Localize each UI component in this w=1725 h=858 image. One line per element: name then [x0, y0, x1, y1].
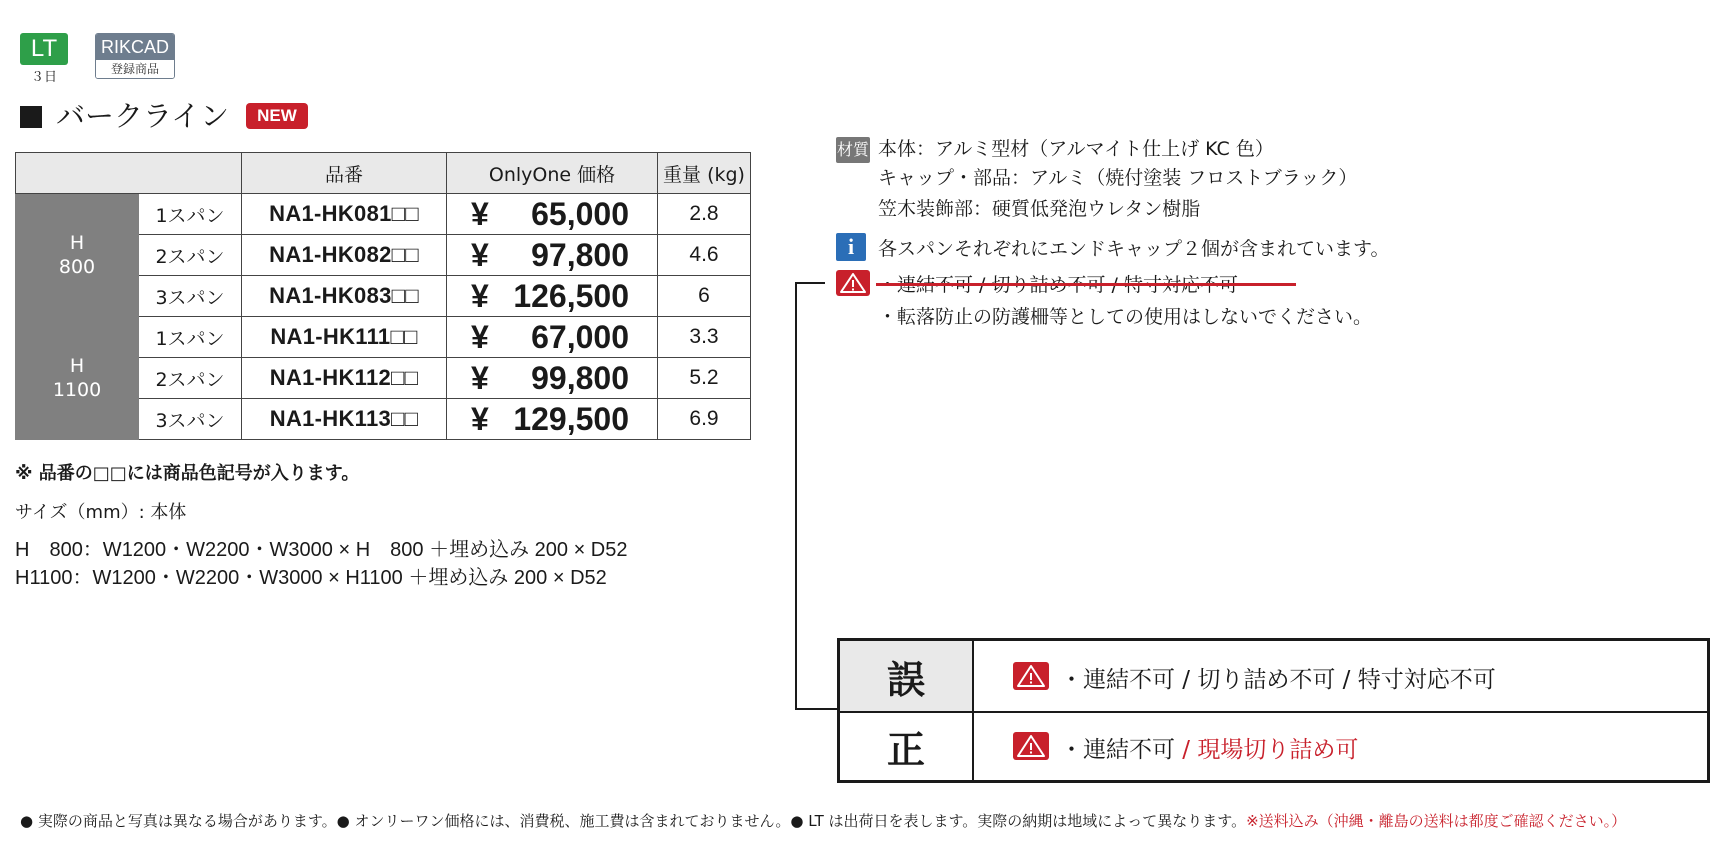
- table-row: [16, 194, 751, 235]
- product-table: [15, 152, 751, 440]
- correction-right-row: [840, 713, 1707, 780]
- lt-badge: LT: [20, 33, 68, 65]
- weight-cell: 4.6: [658, 235, 751, 276]
- material-line-1: 本体：アルミ型材（アルマイト仕上げ KC 色）: [878, 138, 1274, 160]
- lt-days-label: ３日: [30, 70, 57, 85]
- shipping-note: ※送料込み（沖縄・離島の送料は都度ご確認ください。）: [1246, 812, 1627, 830]
- span-cell: 3スパン: [139, 276, 242, 317]
- right-text-highlight: / 現場切り詰め可: [1175, 737, 1359, 763]
- span-cell: 1スパン: [139, 317, 242, 358]
- info-icon: i: [836, 233, 866, 261]
- weight-cell: 3.3: [658, 317, 751, 358]
- code-cell: NA1-HK082□□: [242, 235, 447, 276]
- page-title: バークライン: [56, 99, 230, 133]
- price-cell: ¥ 129,500: [447, 399, 658, 440]
- code-cell: NA1-HK112□□: [242, 358, 447, 399]
- size-heading: サイズ（mm）: 本体: [15, 502, 187, 523]
- code-note: ※ 品番の□□には商品色記号が入ります。: [15, 463, 360, 484]
- rikcad-badge: [95, 33, 175, 79]
- price-cell: ¥ 126,500: [447, 276, 658, 317]
- warning-triangle-icon: [836, 270, 870, 296]
- header-weight: 重量 (kg): [658, 153, 751, 194]
- size-h1100: H1100：W1200・W2200・W3000 × H1100 ＋埋め込み 200 × D52: [15, 567, 607, 589]
- wrong-label: 誤: [840, 641, 974, 711]
- code-cell: NA1-HK113□□: [242, 399, 447, 440]
- table-header-blank: [16, 153, 242, 194]
- weight-cell: 2.8: [658, 194, 751, 235]
- span-cell: 3スパン: [139, 399, 242, 440]
- right-label: 正: [840, 713, 974, 780]
- warning-triangle-icon: [1013, 732, 1049, 760]
- price-cell: ¥ 65,000: [447, 194, 658, 235]
- height-group-cell: H 800: [16, 194, 139, 317]
- span-cell: 2スパン: [139, 358, 242, 399]
- size-h800: H 800：W1200・W2200・W3000 × H 800 ＋埋め込み 200 × D52: [15, 539, 628, 561]
- warning-text: ・転落防止の防護柵等としての使用はしないでください。: [878, 306, 1373, 328]
- code-cell: NA1-HK111□□: [242, 317, 447, 358]
- code-cell: NA1-HK081□□: [242, 194, 447, 235]
- correction-wrong-row: [840, 641, 1707, 713]
- correction-box: [837, 638, 1710, 783]
- wrong-text: ・連結不可 / 切り詰め不可 / 特寸対応不可: [1060, 667, 1496, 693]
- info-text: 各スパンそれぞれにエンドキャップ２個が含まれています。: [878, 238, 1390, 260]
- footer-note: ● 実際の商品と写真は異なる場合があります。● オンリーワン価格には、消費税、施工費は含まれておりません。● LT は出荷日を表します。実際の納期は地域によって異なります。※送料込み（沖縄・離島の送料は都度ご確認ください。）: [20, 812, 1627, 830]
- height-group-cell: H 1100: [16, 317, 139, 440]
- bracket-connector-bottom: [795, 708, 837, 710]
- bracket-connector-top: [795, 282, 825, 284]
- price-cell: ¥ 67,000: [447, 317, 658, 358]
- header-code: 品番: [242, 153, 447, 194]
- price-cell: ¥ 99,800: [447, 358, 658, 399]
- header-price: OnlyOne 価格: [447, 153, 658, 194]
- material-line-3: 笠木装飾部：硬質低発泡ウレタン樹脂: [878, 198, 1201, 220]
- bracket-connector: [795, 282, 797, 710]
- rikcad-sub-label: 登録商品: [96, 60, 174, 78]
- material-tag-icon: 材質: [836, 137, 870, 163]
- strike-line: [876, 283, 1296, 286]
- title-square-icon: [20, 106, 42, 128]
- span-cell: 2スパン: [139, 235, 242, 276]
- warning-triangle-icon: [1013, 662, 1049, 690]
- table-row: [16, 317, 751, 358]
- span-cell: 1スパン: [139, 194, 242, 235]
- weight-cell: 5.2: [658, 358, 751, 399]
- price-cell: ¥ 97,800: [447, 235, 658, 276]
- code-cell: NA1-HK083□□: [242, 276, 447, 317]
- right-text: ・連結不可 / 現場切り詰め可: [1060, 737, 1359, 763]
- rikcad-label: RIKCAD: [96, 34, 174, 60]
- weight-cell: 6: [658, 276, 751, 317]
- new-badge: NEW: [246, 103, 308, 129]
- weight-cell: 6.9: [658, 399, 751, 440]
- material-line-2: キャップ・部品：アルミ（焼付塗装 フロストブラック）: [878, 167, 1358, 189]
